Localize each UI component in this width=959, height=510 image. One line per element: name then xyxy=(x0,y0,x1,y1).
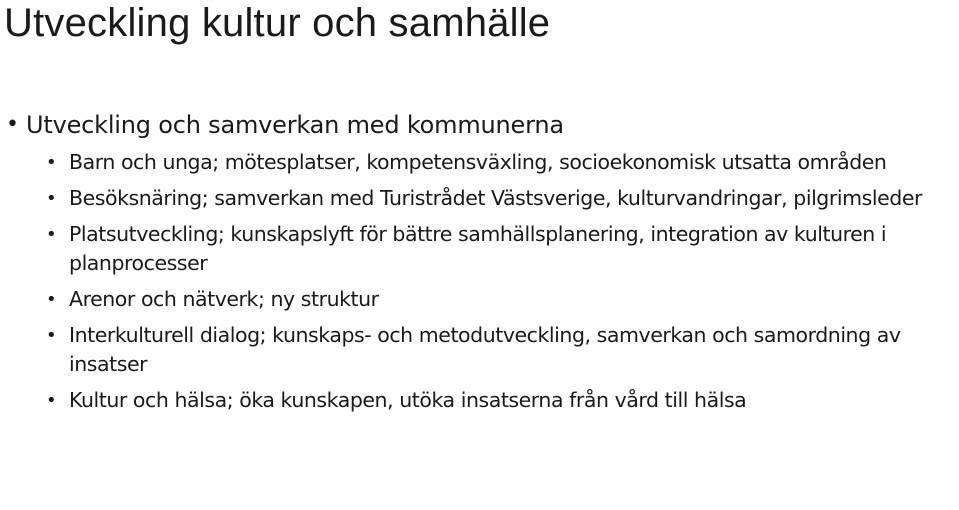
bullet-icon: • xyxy=(46,289,57,310)
bullet-icon: • xyxy=(46,224,57,245)
list-item-text: Arenor och nätverk; ny struktur xyxy=(69,287,379,311)
main-bullet-text: Utveckling och samverkan med kommunerna xyxy=(26,111,564,139)
list-item xyxy=(0,148,944,177)
slide-title: Utveckling kultur och samhälle xyxy=(4,1,551,45)
list-item-text: Interkulturell dialog; kunskaps- och metodutveckling, samverkan och samordning av insatser xyxy=(69,323,901,376)
bullet-icon: • xyxy=(46,152,57,173)
main-bullet xyxy=(0,108,959,142)
list-item-text: Kultur och hälsa; öka kunskapen, utöka insatserna från vård till hälsa xyxy=(69,388,747,412)
sub-bullet-list xyxy=(0,148,959,415)
list-item-text: Platsutveckling; kunskapslyft för bättre samhällsplanering, integration av kulturen i planprocesser xyxy=(69,222,887,275)
bullet-icon: • xyxy=(46,188,57,209)
list-item xyxy=(0,285,944,314)
slide-content xyxy=(0,108,959,422)
list-item xyxy=(0,220,944,278)
bullet-icon: • xyxy=(46,390,57,411)
list-item xyxy=(0,184,944,213)
list-item-text: Besöksnäring; samverkan med Turistrådet Västsverige, kulturvandringar, pilgrimsleder xyxy=(69,186,922,210)
list-item xyxy=(0,321,944,379)
bullet-icon: • xyxy=(46,325,57,346)
list-item xyxy=(0,386,944,415)
bullet-icon: • xyxy=(6,112,19,137)
list-item-text: Barn och unga; mötesplatser, kompetensväxling, socioekonomisk utsatta områden xyxy=(69,150,887,174)
